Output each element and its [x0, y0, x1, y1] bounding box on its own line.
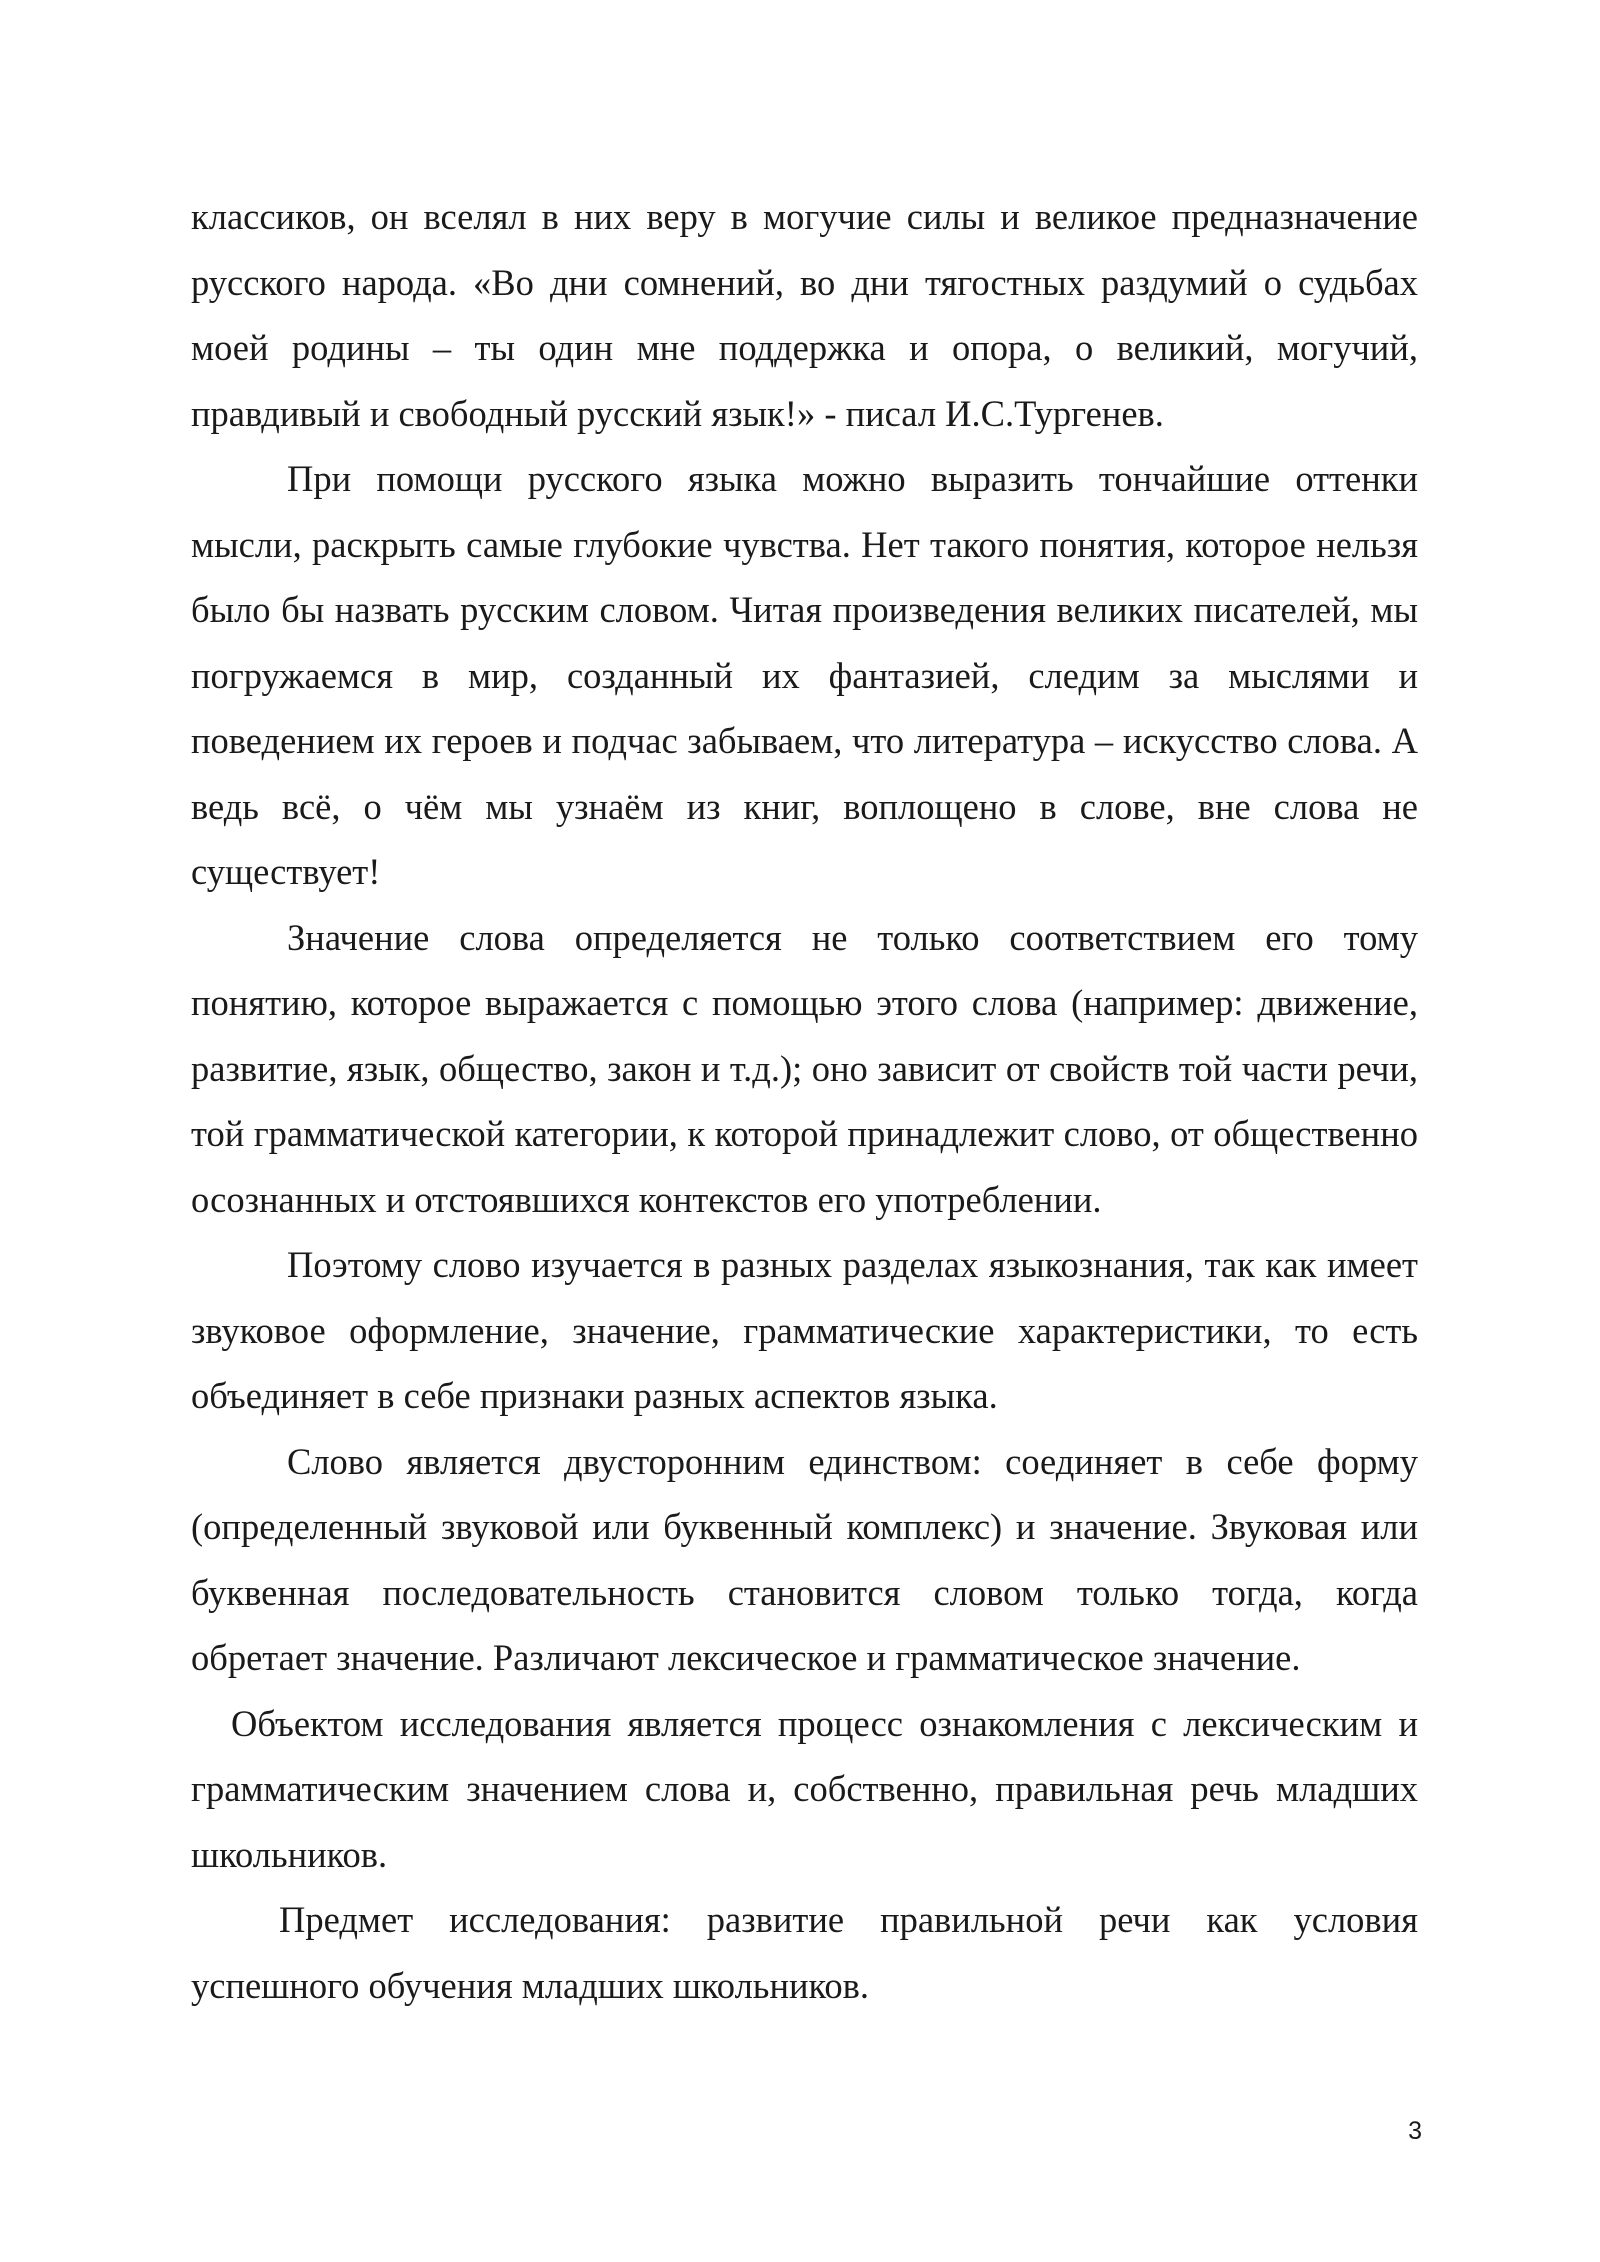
paragraph-word-unity: Слово является двусторонним единством: соединяет в себе форму (определенный звуковой или буквенный комплекс) и значение. Звуковая или буквенная последовательность становится словом только тогда, когда обретает значение. Различают лексическое и грамматическое значение. — [191, 1440, 1418, 1678]
paragraph-research-subject: Предмет исследования: развитие правильной речи как условия успешного обучения младших школьников. — [191, 1899, 1418, 2006]
paragraph-russian-language: При помощи русского языка можно выразить тончайшие оттенки мысли, раскрыть самые глубокие чувства. Нет такого понятия, которое нельзя было бы назвать русским словом. Читая произведения великих писателей, мы погружаемся в мир, созданный их фантазией, следим за мыслями и поведением их героев и подчас забываем, что литература – искусство слова. А ведь всё, о чём мы узнаём из книг, воплощено в слове, вне слова не существует! — [191, 458, 1418, 892]
document-body — [191, 184, 1418, 2018]
paragraph-research-object: Объектом исследования является процесс ознакомления с лексическим и грамматическим значением слова и, собственно, правильная речь младших школьников. — [191, 1702, 1418, 1875]
paragraph-word-study: Поэтому слово изучается в разных разделах языкознания, так как имеет звуковое оформление, значение, грамматические характеристики, то есть объединяет в себе признаки разных аспектов языка. — [191, 1244, 1418, 1416]
paragraph-turgenev-quote: классиков, он вселял в них веру в могучие силы и великое предназначение русского народа. «Во дни сомнений, во дни тягостных раздумий о судьбах моей родины – ты один мне поддержка и опора, о великий, могучий, правдивый и свободный русский язык!» - писал И.С.Тургенев. — [191, 196, 1418, 434]
page-number: 3 — [1408, 2117, 1422, 2145]
paragraph-word-meaning: Значение слова определяется не только соответствием его тому понятию, которое выражается с помощью этого слова (например: движение, развитие, язык, общество, закон и т.д.); оно зависит от свойств той части речи, той грамматической категории, к которой принадлежит слово, от общественно осознанных и отстоявшихся контекстов его употреблении. — [191, 916, 1418, 1220]
